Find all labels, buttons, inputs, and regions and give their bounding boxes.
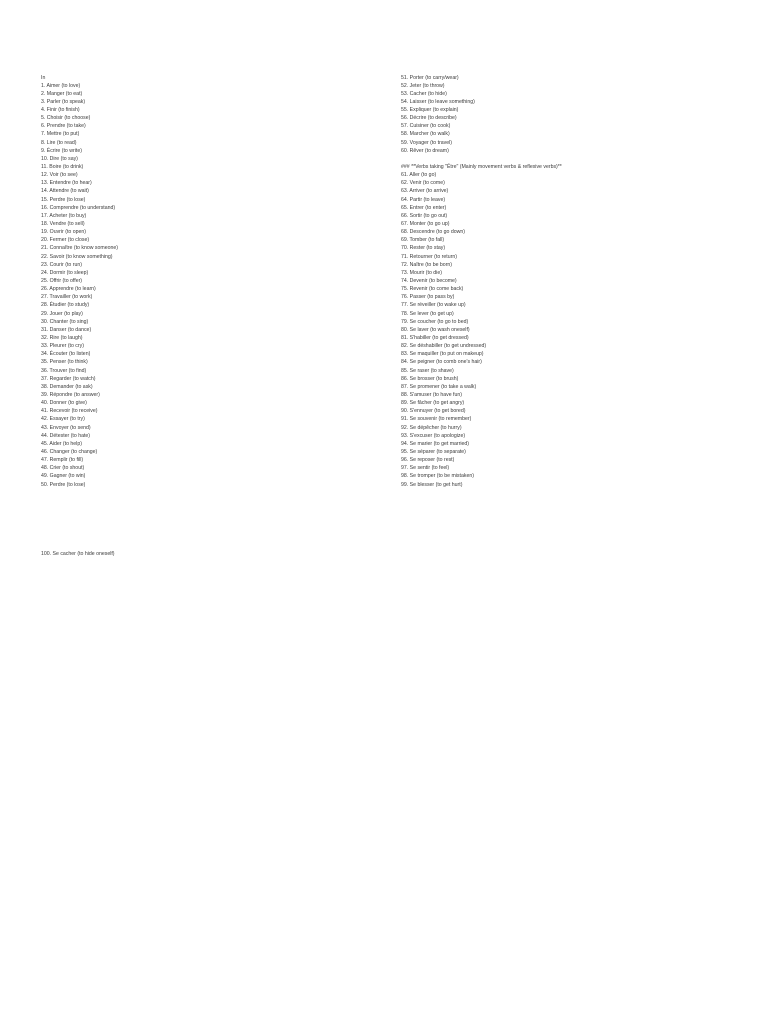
verb-list-item: 91. Se souvenir (to remember) [401,416,472,423]
verb-list-item: 86. Se brosser (to brush) [401,375,459,382]
verb-list-item: 94. Se marier (to get married) [401,440,470,447]
verb-list-item: 11. Boire (to drink) [41,164,84,171]
verb-list-item: 67. Monter (to go up) [401,221,450,228]
verb-list-item: 38. Demander (to ask) [41,383,93,390]
verb-list-item: 68. Descendre (to go down) [401,229,466,236]
verb-list-item: 22. Savoir (to know something) [41,253,113,260]
verb-list-item: 27. Travailler (to work) [41,294,93,301]
verb-list-item: 56. Décrire (to describe) [401,115,457,122]
verb-list-item: 2. Manger (to eat) [41,90,83,97]
verb-list-item: 58. Marcher (to walk) [401,131,450,138]
verb-list-item: 46. Changer (to change) [41,448,98,455]
verb-list-item: 48. Crier (to shout) [41,465,85,472]
verb-list-item: 96. Se reposer (to rest) [401,457,455,464]
verb-list-part-1 [401,74,741,155]
verb-list-item: 61. Aller (to go) [401,172,437,179]
verb-list-item: 50. Perdre (to lose) [41,481,86,488]
verb-item-100: 100. Se cacher (to hide oneself) [41,551,115,557]
verb-list-item: 62. Venir (to come) [401,180,445,187]
verb-list-item: 10. Dire (to say) [41,155,78,162]
verb-list-item: 78. Se lever (to get up) [401,310,454,317]
verb-list-item: 75. Revenir (to come back) [401,286,464,293]
verb-list-item: 65. Entrer (to enter) [401,204,447,211]
verb-list-item: 51. Porter (to carry/wear) [401,74,459,81]
verb-list-item: 79. Se coucher (to go to bed) [401,318,469,325]
verb-list-item: 41. Recevoir (to receive) [41,408,98,415]
verb-list-item: 52. Jeter (to throw) [401,82,445,89]
verb-list-item: 16. Comprendre (to understand) [41,204,116,211]
verb-list-item: 42. Essayer (to try) [41,416,85,423]
verb-list-item: 73. Mourir (to die) [401,269,442,276]
verb-list-item: 24. Dormir (to sleep) [41,269,89,276]
verb-list-item: 26. Apprendre (to learn) [41,286,96,293]
verb-list-item: 29. Jouer (to play) [41,310,83,317]
verb-list-item: 97. Se sentir (to feel) [401,465,450,472]
verb-list-item: 93. S'excuser (to apologize) [401,432,466,439]
verb-list-item: 70. Rester (to stay) [401,245,446,252]
section-heading-etre-verbs: ### **Verbs taking "Être" (Mainly movement verbs & reflexive verbs)** [401,164,562,171]
verb-list-item: 95. Se séparer (to separate) [401,448,466,455]
verb-list-item: 88. S'amuser (to have fun) [401,391,462,398]
verb-list-item: 90. S'ennuyer (to get bored) [401,408,466,415]
verb-list-item: 99. Se blesser (to get hurt) [401,481,463,488]
verb-list-item: 59. Voyager (to travel) [401,139,453,146]
verb-list-item: 45. Aider (to help) [41,440,82,447]
verb-list-item: 33. Pleurer (to cry) [41,343,84,350]
verb-list-item: 25. Offrir (to offer) [41,278,83,285]
verb-list-item: 83. Se maquiller (to put on makeup) [401,351,484,358]
verb-list-item: 37. Regarder (to watch) [41,375,96,382]
verb-list-item: 36. Trouver (to find) [41,367,87,374]
verb-list-item: 53. Cacher (to hide) [401,90,447,97]
verb-list-item: 66. Sortir (to go out) [401,212,448,219]
verb-list-left-column [41,74,361,489]
verb-list-item: 89. Se fâcher (to get angry) [401,400,465,407]
verb-list-item: 31. Danser (to dance) [41,326,92,333]
verb-list-item: 63. Arriver (to arrive) [401,188,449,195]
verb-list-item: 3. Parler (to speak) [41,98,86,105]
verb-list-item: 85. Se raser (to shave) [401,367,454,374]
verb-list-item: 60. Rêver (to dream) [401,147,449,154]
verb-list-item: 34. Écouter (to listen) [41,351,91,358]
verb-list-item: 8. Lire (to read) [41,139,77,146]
verb-list-item: 39. Répondre (to answer) [41,391,100,398]
verb-list-item: 6. Prendre (to take) [41,123,86,130]
verb-list-item: 9. Écrire (to write) [41,147,82,154]
verb-list-item: 40. Donner (to give) [41,400,87,407]
verb-list-item: 4. Finir (to finish) [41,107,80,114]
verb-list-item: 64. Partir (to leave) [401,196,446,203]
verb-list-item: 5. Choisir (to choose) [41,115,91,122]
section-gap [401,155,741,163]
verb-list-item: 47. Remplir (to fill) [41,457,84,464]
verb-list-item: 98. Se tromper (to be mistaken) [401,473,474,480]
verb-list-item: 20. Fermer (to close) [41,237,90,244]
verb-list-item: In [41,74,46,81]
verb-list-item: 92. Se dépêcher (to hurry) [401,424,462,431]
verb-list-item: 18. Vendre (to sell) [41,221,85,228]
verb-list-item: 49. Gagner (to win) [41,473,86,480]
verb-list-item: 17. Acheter (to buy) [41,212,87,219]
verb-list-item: 14. Attendre (to wait) [41,188,89,195]
verb-list-item: 69. Tomber (to fall) [401,237,445,244]
verb-list-item: 74. Devenir (to become) [401,278,457,285]
verb-list-part-2 [401,171,741,488]
verb-list-item: 19. Ouvrir (to open) [41,229,86,236]
verb-list-item: 77. Se réveiller (to wake up) [401,302,466,309]
verb-list-item: 28. Étudier (to study) [41,302,90,309]
verb-list-item: 30. Chanter (to sing) [41,318,89,325]
verb-list-item: 84. Se peigner (to comb one's hair) [401,359,482,366]
verb-list-item: 87. Se promener (to take a walk) [401,383,477,390]
verb-list-item: 32. Rire (to laugh) [41,335,83,341]
verb-list-item: 82. Se déshabiller (to get undressed) [401,343,487,350]
verb-list-item: 35. Penser (to think) [41,359,88,366]
verb-list-item: 80. Se laver (to wash oneself) [401,326,470,333]
verb-list-item: 71. Retourner (to return) [401,253,457,260]
verb-list-item: 54. Laisser (to leave something) [401,98,475,105]
verb-list-item: 55. Expliquer (to explain) [401,107,459,114]
verb-list-item: 43. Envoyer (to send) [41,424,91,431]
verb-list-item: 12. Voir (to see) [41,172,78,179]
verb-list-item: 1. Aimer (to love) [41,82,81,89]
verb-list-item: 23. Courir (to run) [41,261,82,268]
verb-list-item: 57. Cuisiner (to cook) [401,123,451,130]
verb-list-right-column [401,74,741,489]
verb-list-item: 15. Perdre (to lose) [41,196,86,203]
verb-list-item: 76. Passer (to pass by) [401,294,455,301]
verb-list-item: 21. Connaître (to know someone) [41,245,118,252]
verb-list-item: 81. S'habiller (to get dressed) [401,335,469,341]
verb-list-item: 44. Détester (to hate) [41,432,91,439]
verb-list-item: 13. Entendre (to hear) [41,180,92,187]
verb-list-item: 72. Naître (to be born) [401,261,453,268]
verb-list-item: 7. Mettre (to put) [41,131,80,138]
